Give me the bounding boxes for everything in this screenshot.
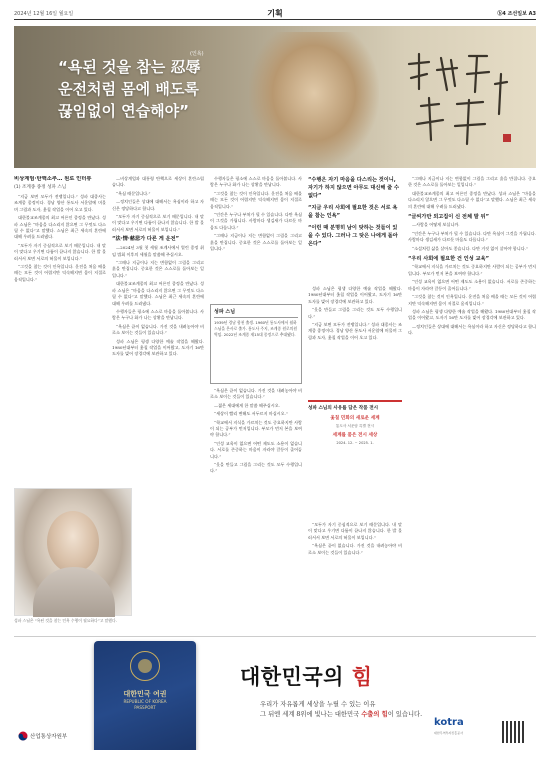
- paragraph: 성파 스님은 평생 다양한 예술 작업을 해왔다. 1980년대부터 옻칠 작업을 이어왔고, 도자기 16만 도자를 빚어 장경각에 보관하고 있다.: [112, 338, 204, 357]
- tagline-highlight: 수출의 힘: [361, 711, 388, 718]
- passport-en-line: PASSPORT: [134, 705, 156, 710]
- paragraph: “그때나 지금이나 저는 변함없이 그림을 그리고 흙을 만집니다. 중요한 것은 스스로를 돌아보는 일입니다.”: [112, 260, 204, 278]
- article-column-3b: [210, 388, 302, 630]
- paragraph: —정치인들은 상대에 대해서는 욕심이라 하고 자신은 정당하다고 합니다.: [112, 199, 204, 211]
- pull-quotes: [308, 176, 402, 276]
- profile-box: [210, 304, 302, 384]
- passport-image: [94, 641, 196, 750]
- hero-quote-line: 끊임없이 연습해야”: [58, 102, 190, 120]
- article-column-2: [112, 176, 204, 616]
- paragraph: 대한불교조계종의 최고 어른인 종정을 만났다. 성파 스님은 “마음을 다스리지 않으면 그 무엇도 다스릴 수 없다”고 말했다. 스님은 최근 세속의 혼란에 대해 우려를 드러냈다.: [112, 281, 204, 306]
- paragraph: 성파 스님은 평생 다양한 예술 작업을 해왔다. 1980년대부터 옻칠 작업을 이어왔고, 도자기 16만 도자를 빚어 장경각에 보관하고 있다.: [408, 308, 536, 321]
- emblem-center-icon: [138, 659, 152, 673]
- photo-face: [47, 511, 99, 573]
- paragraph: “욕심은 끝이 없습니다. 가진 것을 내려놓아야 비로소 보이는 것들이 있습니다.”: [112, 323, 204, 336]
- sponsor-name: 산업통상자원부: [30, 734, 68, 740]
- ad-headline: [240, 661, 373, 691]
- qr-code-icon[interactable]: [502, 721, 524, 743]
- paragraph: “그때나 지금이나 저는 변함없이 그림을 그리고 흙을 만집니다. 중요한 것은 스스로를 돌아보는 일입니다.”: [210, 233, 302, 252]
- paragraph: —정치인들은 상대에 대해서는 욕심이라 하고 자신은 정당하다고 합니다.: [408, 323, 536, 336]
- promo-heading: 성파 스님의 사유를 담은 작품 전시: [308, 406, 379, 411]
- photo-caption: 성파 스님은 “욕된 것을 참는 인욕 수행이 필요하다”고 말했다.: [14, 618, 117, 623]
- advertisement: [14, 636, 536, 750]
- paragraph: 성파 스님은 평생 다양한 예술 작업을 해왔다. 1980년대부터 옻칠 작업을 이어왔고, 도자기 16만 도자를 빚어 장경각에 보관하고 있다.: [308, 286, 402, 304]
- paragraph: —젊은 세대에게 한 말씀 해주십시오.: [214, 402, 280, 408]
- tagline-text: 그 뒤엔 세계 8위에 빛나는 대한민국: [260, 711, 362, 718]
- paragraph: “옷을 만들고 그림을 그리는 것도 모두 수행입니다.”: [210, 462, 302, 474]
- pull-quote: “이런 때 분명히 남이 탓하는 것들이 있을 수 있다. 그러나 그 탓은 나에게 돌아온다”: [308, 225, 398, 247]
- section-heading: “法·情·慈悲가 다른 게 운전”: [112, 236, 179, 243]
- photo-robe: [33, 567, 115, 617]
- hero-image: [14, 26, 536, 168]
- article-column-5: [408, 176, 536, 630]
- series-title: 비상계엄·탄핵소추… 원로 인터뷰: [14, 176, 92, 182]
- hero-quote: [58, 56, 200, 122]
- paragraph: “소설처럼 삶을 살아도 좋습니다. 다만 거짓 없이 살아야 합니다.”: [412, 245, 529, 251]
- paragraph: “인성 교육이 없으면 어떤 제도도 소용이 없습니다. 서로를 존중하는 마음이 자라야 갈등이 줄어듭니다.”: [210, 440, 302, 459]
- paragraph: “옷을 만들고 그림을 그리는 것도 모두 수행입니다.”: [308, 307, 402, 319]
- profile-body: 1939년 경남 합천 출생. 1960년 통도사에서 월하 스님을 은사로 출가. 통도사 주지, 조계종 원로의원 역임. 2022년 조계종 제15대 종정으로 추대됐다.: [214, 320, 298, 337]
- series-subtitle: (1) 조계종 종정 성파 스님: [14, 184, 67, 190]
- tagline-text: 이 있습니다.: [387, 711, 423, 718]
- ad-tagline: [260, 709, 422, 718]
- paragraph: —2024년 3월 첫 세월 조계사에서 열린 종정 취임 법회 이후의 세월을 말씀해 주십시오.: [112, 245, 204, 257]
- calligraphy-artwork: [399, 44, 519, 154]
- headline-highlight: 힘: [351, 664, 373, 689]
- kotra-logo: kotra: [434, 717, 464, 728]
- pull-quote: “수행은 자기 마음을 다스리는 것이니, 자기가 하지 않으면 아무도 대신해 줄 수 없다”: [308, 177, 400, 199]
- publisher-page: ⓑ4 조선일보 A3: [497, 11, 536, 17]
- paragraph: “그것을 참는 것이 인욕입니다. 운전을 처음 배울 때는 모든 것이 어렵지만 익숙해지면 몸이 저절로 움직입니다.”: [14, 264, 106, 282]
- promo-small: 2024. 12. ~ 2025. 1.: [336, 441, 374, 445]
- paragraph: “인간은 누구나 부처가 될 수 있습니다. 다만 욕심이 그것을 가립니다. 사람마다 생김새가 다르듯 마음도 다릅니다.”: [210, 212, 302, 230]
- profile-title: 성파 스님: [214, 308, 298, 318]
- paragraph: “지금 보면 모두가 전쟁입니다.” 성파 대종사는 조계종 종정이다. 경남 양산 통도사 서운암에 머물며 그림과 도자, 옻칠 작업을 이어 오고 있다.: [308, 322, 402, 340]
- paragraph: —비상계엄과 대통령 탄핵으로 세상이 혼란스럽습니다.: [112, 176, 204, 188]
- paragraph: “학교에서 지식을 가르치는 것도 중요하지만 사람이 되는 공부가 먼저입니다. 부모가 먼저 본을 보여야 합니다.”: [408, 264, 536, 276]
- paragraph: “그것을 참는 것이 인욕입니다. 운전을 처음 배울 때는 모든 것이 어렵지만 익숙해지면 몸이 저절로 움직입니다.”: [210, 190, 302, 209]
- page-header: [14, 8, 536, 20]
- paragraph: —사람을 어떻게 보십니까.: [412, 222, 460, 228]
- promo-line: 세계를 품은 전시 세상: [332, 433, 378, 438]
- paragraph: “학교에서 지식을 가르치는 것도 중요하지만 사람이 되는 공부가 먼저입니다. 부모가 먼저 본을 보여야 합니다.”: [210, 419, 302, 438]
- kotra-subtitle: 대한무역투자진흥공사: [434, 731, 463, 735]
- section-heading: “우리 사회에 필요한 건 인성 교육”: [408, 256, 489, 263]
- section-title: 기획: [267, 8, 283, 18]
- paragraph: “그것을 참는 것이 인욕입니다. 운전을 처음 배울 때는 모든 것이 어렵지만 익숙해지면 몸이 저절로 움직입니다.”: [408, 294, 536, 306]
- promo-line: 옻칠 민화의 새로운 세계: [330, 416, 380, 421]
- paragraph: 대한불교조계종의 최고 어른인 종정을 만났다. 성파 스님은 “마음을 다스리지 않으면 그 무엇도 다스릴 수 없다”고 말했다. 스님은 최근 세속의 혼란에 대해 우려를 드러냈다.: [14, 215, 106, 240]
- passport-en-line: REPUBLIC OF KOREA: [123, 699, 167, 704]
- exhibition-promo: [308, 400, 402, 518]
- paragraph: “인성 교육이 없으면 어떤 제도도 소용이 없습니다. 서로를 존중하는 마음이 자라야 갈등이 줄어듭니다.”: [408, 279, 536, 291]
- seal-stamp: [503, 134, 511, 142]
- hero-quote-line: 운전처럼 몸에 배도록: [58, 80, 199, 98]
- paragraph: “그때나 지금이나 저는 변함없이 그림을 그리고 흙을 만집니다. 중요한 것은 스스로를 돌아보는 일입니다.”: [408, 176, 536, 188]
- article-column-3: [210, 176, 302, 302]
- paragraph: “모두가 자기 중심적으로 보기 때문입니다. 내 말이 맞다고 우기면 다툼이 끝나지 않습니다. 한 발 물러서서 보면 서로의 허물이 보입니다.”: [308, 522, 402, 540]
- paragraph: 수행자들은 평소에 스스로 마음을 돌아봅니다. 사람은 누구나 화가 나는 상황을 만납니다.: [210, 176, 302, 188]
- paragraph: “모두가 자기 중심적으로 보기 때문입니다. 내 말이 맞다고 우기면 다툼이 끝나지 않습니다. 한 발 물러서서 보면 서로의 허물이 보입니다.”: [14, 242, 106, 261]
- pull-quote: “지금 우리 사회에 필요한 것은 서로 욕을 참는 인욕”: [308, 205, 398, 219]
- section-heading: “글씨가만 외고집이 신 전체 말 뒤”: [408, 214, 489, 221]
- paragraph: 대한불교조계종의 최고 어른인 종정을 만났다. 성파 스님은 “마음을 다스리지 않으면 그 무엇도 다스릴 수 없다”고 말했다. 스님은 최근 세속의 혼란에 대해 우려를 드러냈다.: [408, 190, 536, 209]
- paragraph: “인간은 누구나 부처가 될 수 있습니다. 다만 욕심이 그것을 가립니다. 사람마다 생김새가 다르듯 마음도 다릅니다.”: [408, 230, 536, 243]
- paragraph: “세상이 빨리 변해도 서두르지 마십시오.”: [214, 411, 288, 417]
- ad-tagline: 우리가 자유롭게 세상을 누릴 수 있는 이유: [260, 701, 376, 708]
- paragraph: “욕심은 끝이 없습니다. 가진 것을 내려놓아야 비로소 보이는 것들이 있습니다.”: [210, 388, 302, 400]
- article-column-4b: [308, 522, 402, 630]
- monk-portrait: [249, 32, 379, 168]
- paragraph: 수행자들은 평소에 스스로 마음을 돌아봅니다. 사람은 누구나 화가 나는 상황을 만납니다.: [112, 308, 204, 321]
- paragraph: “지금 보면 모두가 전쟁입니다.” 성파 대종사는 조계종 종정이다. 경남 양산 통도사 서운암에 머물며 그림과 도자, 옻칠 작업을 이어 오고 있다.: [14, 194, 106, 212]
- paragraph: “욕심 때문입니다.”: [116, 190, 151, 196]
- sponsor-logo: [18, 731, 67, 741]
- issue-date: 2024년 12월 16일 월요일: [14, 11, 74, 17]
- passport-title: 대한민국 여권: [123, 690, 167, 698]
- paragraph: “욕심은 끝이 없습니다. 가진 것을 내려놓아야 비로소 보이는 것들이 있습니다.”: [308, 543, 402, 555]
- article-series: [14, 176, 106, 191]
- hero-quote-line: “욕된 것을 참는 忍辱: [58, 58, 201, 76]
- headline-text: 대한민국의: [240, 664, 352, 689]
- article-column-4: [308, 286, 402, 394]
- hero-annotation: (인욕): [190, 51, 204, 57]
- taegeuk-icon: [18, 731, 28, 741]
- paragraph: “모두가 자기 중심적으로 보기 때문입니다. 내 말이 맞다고 우기면 다툼이 끝나지 않습니다. 한 발 물러서서 보면 서로의 허물이 보입니다.”: [112, 214, 204, 232]
- promo-small: 통도사 서운암 특별 전시: [335, 424, 375, 428]
